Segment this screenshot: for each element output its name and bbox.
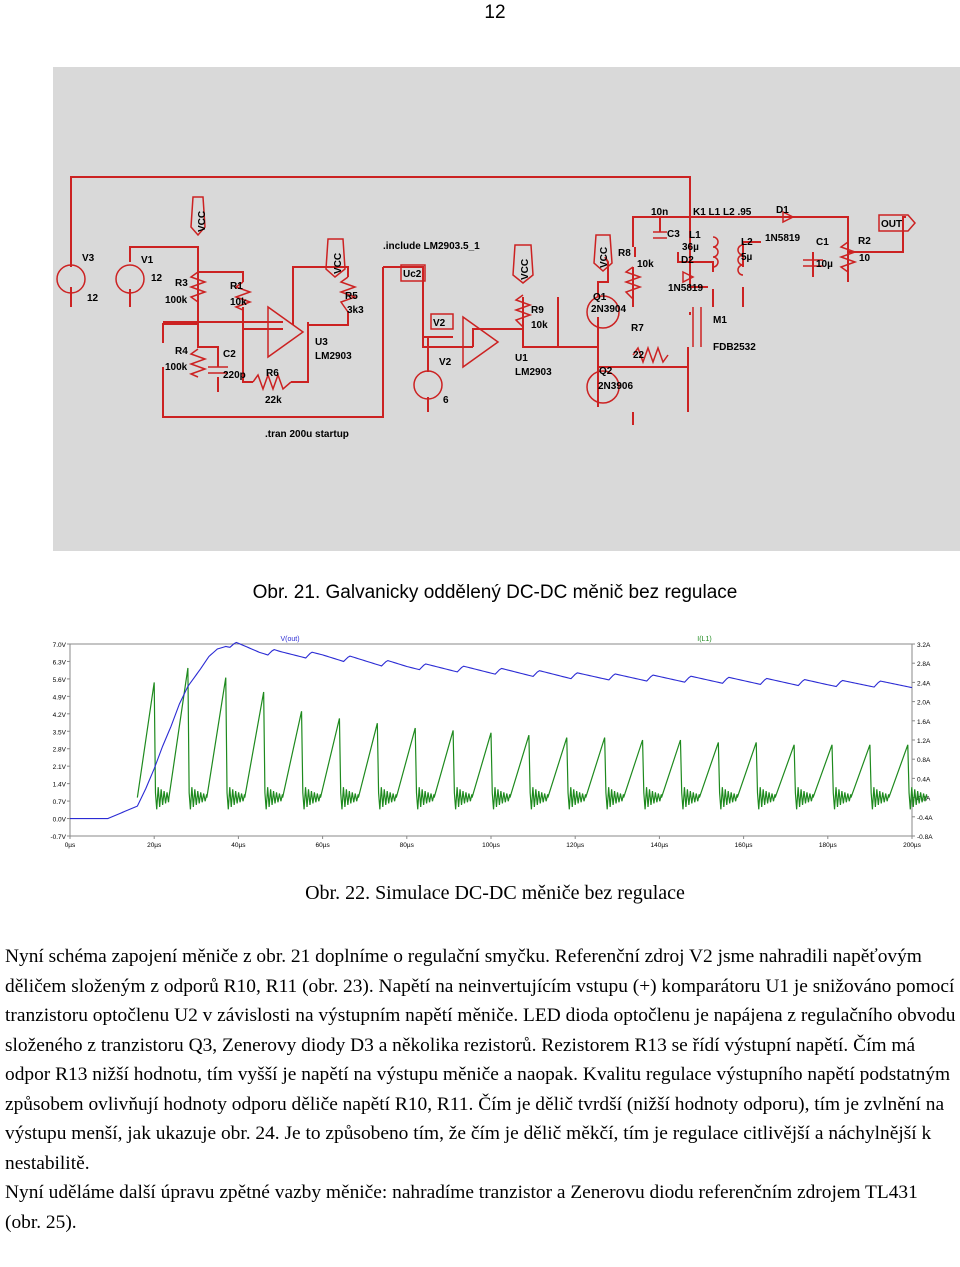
y-right-tick-label: -0.4A: [917, 814, 933, 822]
value-q2: 2N3906: [598, 381, 634, 392]
value-r4: 100k: [165, 362, 188, 373]
label-r9: R9: [531, 305, 544, 316]
directive-include: .include LM2903.5_1: [383, 241, 480, 252]
x-tick-label: 200µs: [903, 842, 921, 849]
label-r2: R2: [858, 236, 871, 247]
value-r3: 100k: [165, 295, 188, 306]
paragraph: Nyní uděláme další úpravu zpětné vazby měniče: nahradíme tranzistor a Zenerovu diodu referenčním zdrojem TL431 (obr. 25).: [5, 1182, 918, 1233]
label-u3: U3: [315, 337, 328, 348]
value-d1: 1N5819: [765, 233, 801, 244]
page-number: 12: [484, 2, 506, 23]
x-tick-label: 60µs: [315, 842, 330, 849]
y-right-tick-label: 1.2A: [917, 738, 931, 745]
label-r1: R1: [230, 281, 243, 292]
value-c2: 220p: [223, 370, 246, 381]
figure-21-caption: Obr. 21. Galvanicky oddělený DC-DC měnič bez regulace: [252, 582, 738, 603]
schematic-figure: [53, 67, 960, 551]
x-tick-label: 160µs: [734, 842, 753, 849]
y-right-tick-label: 2.0A: [917, 699, 931, 707]
value-v1: 12: [151, 273, 163, 284]
label-q2: Q2: [599, 366, 613, 377]
net-label-v2: V2: [433, 318, 446, 329]
y-left-tick-label: 0.0V: [52, 816, 66, 824]
value-r7: 22: [633, 350, 645, 361]
label-r3: R3: [175, 278, 188, 289]
value-u3: LM2903: [315, 351, 352, 362]
y-right-tick-label: 2.8A: [917, 661, 931, 669]
x-tick-label: 80µs: [399, 842, 414, 849]
net-label-vcc-1: VCC: [197, 210, 208, 232]
value-d2: 1N5819: [668, 283, 704, 294]
x-tick-label: 0µs: [64, 842, 76, 849]
y-left-tick-label: 2.1V: [52, 764, 66, 772]
y-right-tick-label: 0.4A: [917, 776, 931, 784]
y-left-tick-label: -0.7V: [50, 834, 66, 841]
net-label-vcc-4: VCC: [599, 246, 610, 268]
value-l1: 36µ: [682, 242, 699, 253]
y-left-tick-label: 1.4V: [52, 781, 66, 789]
y-right-tick-label: 0.0A: [917, 795, 931, 803]
value-c3: 10n: [651, 207, 669, 218]
label-r4: R4: [175, 346, 188, 357]
label-d2: D2: [681, 255, 694, 266]
label-c1: C1: [816, 237, 829, 248]
value-r5: 3k3: [347, 305, 364, 316]
value-l2: 5µ: [741, 252, 753, 263]
y-left-tick-label: 0.7V: [52, 799, 66, 807]
y-left-tick-label: 7.0V: [52, 642, 66, 649]
y-left-tick-label: 3.5V: [52, 729, 66, 737]
y-left-tick-label: 4.9V: [52, 694, 66, 702]
label-r5: R5: [345, 291, 358, 302]
net-label-uc2: Uc2: [403, 269, 422, 280]
body-text: [5, 942, 957, 1237]
label-r8: R8: [618, 248, 631, 259]
label-c2: C2: [223, 349, 236, 360]
net-label-vcc-3: VCC: [520, 258, 531, 280]
label-q1: Q1: [593, 292, 607, 303]
label-v3: V3: [82, 253, 95, 264]
net-label-out: OUT: [881, 219, 903, 230]
legend-il1: I(L1): [697, 636, 712, 643]
figure-22-caption: Obr. 22. Simulace DC-DC měniče bez regulace: [305, 882, 685, 904]
x-tick-label: 180µs: [818, 842, 837, 849]
legend-vout: V(out): [280, 636, 300, 643]
label-r7: R7: [631, 323, 644, 334]
y-right-tick-label: 0.8A: [917, 757, 931, 765]
value-v3: 12: [87, 293, 99, 304]
value-q1: 2N3904: [591, 304, 627, 315]
simulation-chart: [50, 632, 940, 852]
y-left-tick-label: 5.6V: [52, 676, 66, 684]
label-l2: L2: [741, 237, 753, 248]
y-right-tick-label: 3.2A: [917, 642, 931, 649]
value-c1: 10µ: [816, 259, 833, 270]
label-m1: M1: [713, 315, 727, 326]
value-v2-src: 6: [443, 395, 449, 406]
x-tick-label: 100µs: [482, 842, 500, 849]
y-left-tick-label: 6.3V: [52, 659, 66, 667]
value-m1: FDB2532: [713, 342, 756, 353]
label-v2-src: V2: [439, 357, 452, 368]
label-c3: C3: [667, 229, 680, 240]
label-l1: L1: [689, 230, 701, 241]
y-left-tick-label: 4.2V: [52, 711, 66, 719]
value-r6: 22k: [265, 395, 282, 406]
label-r6: R6: [266, 368, 279, 379]
x-tick-label: 40µs: [231, 842, 246, 849]
y-left-tick-label: 2.8V: [52, 746, 66, 754]
directive-tran: .tran 200u startup: [265, 429, 349, 440]
value-r9: 10k: [531, 320, 548, 331]
paragraph: Nyní schéma zapojení měniče z obr. 21 doplníme o regulační smyčku. Referenční zdroj V2 jsme nahradili napěťovým děličem složeným z odporů R10, R11 (obr. 23). Napětí na neinvertujícím vstupu (+) komparátoru U1 je snižováno pomocí tranzistoru optočlenu U2 v závislosti na výstupním napětí měniče. LED dioda optočlenu je napájena z regulačního obvodu složeného z tranzistoru Q3, Zenerovy diody D3 a několika rezistorů. Rezistorem R13 se řídí výstupní napětí. Čím má odpor R13 nižší hodnotu, tím vyšší je napětí na výstupu měniče a naopak. Kvalitu regulace výstupního napětí podstatným způsobem ovlivňují hodnoty odporu děliče napětí R10, R11. Čím je dělič tvrdší (nižší hodnoty odporu), tím je zvlnění na výstupu menší, jak ukazuje obr. 24. Je to způsobeno tím, že čím je dělič měkčí, tím je regulace citlivější a náchylnější k nestabilitě.: [5, 946, 956, 1174]
y-right-tick-label: 1.6A: [917, 718, 931, 726]
x-tick-label: 120µs: [566, 842, 585, 849]
x-tick-label: 20µs: [147, 842, 162, 849]
x-tick-label: 140µs: [650, 842, 669, 849]
y-right-tick-label: 2.4A: [917, 680, 931, 688]
value-u1: LM2903: [515, 367, 552, 378]
y-right-tick-label: -0.8A: [917, 834, 933, 841]
label-d1: D1: [776, 205, 789, 216]
coupling-statement: K1 L1 L2 .95: [693, 207, 752, 218]
value-r2: 10: [859, 253, 871, 264]
value-r1: 10k: [230, 297, 247, 308]
label-u1: U1: [515, 353, 528, 364]
net-label-vcc-2: VCC: [333, 252, 344, 274]
value-r8: 10k: [637, 259, 654, 270]
label-v1: V1: [141, 255, 154, 266]
